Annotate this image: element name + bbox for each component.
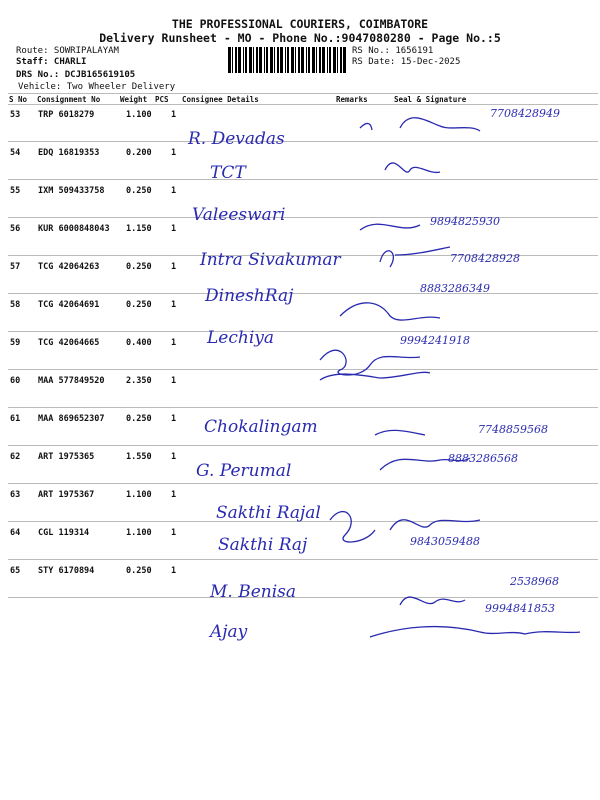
- vehicle-label: Vehicle: Two Wheeler Delivery: [18, 82, 176, 92]
- row-sno: 64: [10, 528, 21, 538]
- col-pcs: PCS: [155, 95, 169, 104]
- table-row: [0, 562, 600, 600]
- row-divider: [8, 217, 598, 218]
- table-row: [0, 144, 600, 182]
- row-consignment: MAA 577849520: [38, 376, 105, 386]
- table-row: [0, 334, 600, 372]
- row-sno: 53: [10, 110, 21, 120]
- row-weight: 0.250: [126, 186, 152, 196]
- row-divider: [8, 141, 598, 142]
- row-sno: 54: [10, 148, 21, 158]
- row-consignment: IXM 509433758: [38, 186, 105, 196]
- row-sno: 60: [10, 376, 21, 386]
- table-row: [0, 182, 600, 220]
- row-consignment: KUR 6000848043: [38, 224, 110, 234]
- row-consignment: TRP 6018279: [38, 110, 95, 120]
- row-pcs: 1: [171, 186, 177, 196]
- row-pcs: 1: [171, 452, 177, 462]
- consignee-hw: Valeeswari: [192, 205, 286, 225]
- phone-hw: 2538968: [510, 575, 559, 588]
- signature-squiggle: [370, 627, 580, 637]
- row-pcs: 1: [171, 224, 177, 234]
- row-consignment: CGL 119314: [38, 528, 90, 538]
- row-divider: [8, 369, 598, 370]
- row-sno: 55: [10, 186, 21, 196]
- row-consignment: MAA 869652307: [38, 414, 105, 424]
- table-row: [0, 106, 600, 144]
- row-pcs: 1: [171, 376, 177, 386]
- row-weight: 0.200: [126, 148, 152, 158]
- row-consignment: ART 1975367: [38, 490, 95, 500]
- col-consignment: Consignment No: [37, 95, 101, 104]
- row-sno: 63: [10, 490, 21, 500]
- row-pcs: 1: [171, 414, 177, 424]
- runsheet-subtitle: Delivery Runsheet - MO - Phone No.:9047080280 - Page No.:5: [99, 31, 501, 45]
- col-seal: Seal & Signature: [394, 95, 467, 104]
- runsheet-title: THE PROFESSIONAL COURIERS, COIMBATORE: [171, 17, 429, 31]
- consignee-hw: G. Perumal: [196, 461, 292, 481]
- row-weight: 0.400: [126, 338, 152, 348]
- row-consignment: TCG 42064665: [38, 338, 100, 348]
- header-rule: [8, 93, 598, 94]
- phone-hw: 8883286568: [448, 452, 518, 465]
- consignee-hw: Sakthi Raj: [218, 535, 308, 555]
- row-divider: [8, 407, 598, 408]
- phone-hw: 9894825930: [430, 215, 500, 228]
- phone-hw: 7748859568: [478, 423, 548, 436]
- table-row: [0, 410, 600, 448]
- row-divider: [8, 255, 598, 256]
- row-pcs: 1: [171, 262, 177, 272]
- row-weight: 1.550: [126, 452, 152, 462]
- row-pcs: 1: [171, 338, 177, 348]
- row-divider: [8, 293, 598, 294]
- consignee-hw: TCT: [210, 163, 246, 183]
- row-divider: [8, 597, 598, 598]
- route-label: Route: SOWRIPALAYAM: [16, 46, 119, 56]
- row-sno: 56: [10, 224, 21, 234]
- phone-hw: 9843059488: [410, 535, 480, 548]
- row-pcs: 1: [171, 300, 177, 310]
- table-row: [0, 524, 600, 562]
- row-consignment: STY 6170894: [38, 566, 95, 576]
- col-weight: Weight: [120, 95, 148, 104]
- rs-number: RS No.: 1656191: [352, 46, 434, 56]
- row-weight: 1.100: [126, 490, 152, 500]
- phone-hw: 7708428928: [450, 252, 520, 265]
- table-row: [0, 486, 600, 524]
- drs-number: DRS No.: DCJB165619105: [16, 70, 136, 80]
- row-weight: 1.100: [126, 528, 152, 538]
- consignee-hw: Lechiya: [207, 328, 274, 348]
- row-weight: 0.250: [126, 414, 152, 424]
- row-consignment: TCG 42064263: [38, 262, 100, 272]
- table-row: [0, 220, 600, 258]
- consignee-hw: M. Benisa: [210, 582, 297, 602]
- row-weight: 0.250: [126, 566, 152, 576]
- row-weight: 0.250: [126, 262, 152, 272]
- row-pcs: 1: [171, 566, 177, 576]
- row-divider: [8, 483, 598, 484]
- barcode-image: [228, 47, 346, 73]
- col-sno: S No: [9, 95, 28, 104]
- row-divider: [8, 521, 598, 522]
- staff-label: Staff: CHARLI: [16, 57, 87, 67]
- table-row: [0, 296, 600, 334]
- consignee-hw: DineshRaj: [205, 286, 294, 306]
- row-weight: 0.250: [126, 300, 152, 310]
- row-weight: 2.350: [126, 376, 152, 386]
- row-consignment: EDQ 16819353: [38, 148, 100, 158]
- row-divider: [8, 445, 598, 446]
- phone-hw: 9994241918: [400, 334, 470, 347]
- phone-hw: 8883286349: [420, 282, 490, 295]
- col-consignee: Consignee Details: [182, 95, 259, 104]
- table-row: [0, 258, 600, 296]
- row-pcs: 1: [171, 148, 177, 158]
- row-sno: 65: [10, 566, 21, 576]
- row-sno: 59: [10, 338, 21, 348]
- phone-hw: 9994841853: [485, 602, 555, 615]
- row-pcs: 1: [171, 490, 177, 500]
- row-divider: [8, 179, 598, 180]
- row-weight: 1.100: [126, 110, 152, 120]
- col-remarks: Remarks: [336, 95, 368, 104]
- consignee-hw: Chokalingam: [204, 417, 318, 437]
- header-rule-bottom: [8, 104, 598, 105]
- rs-date: RS Date: 15-Dec-2025: [352, 57, 461, 67]
- table-row: [0, 372, 600, 410]
- table-row: [0, 448, 600, 486]
- consignee-hw: Sakthi Rajal: [216, 503, 321, 523]
- row-divider: [8, 331, 598, 332]
- row-pcs: 1: [171, 528, 177, 538]
- row-sno: 58: [10, 300, 21, 310]
- row-pcs: 1: [171, 110, 177, 120]
- row-consignment: TCG 42064691: [38, 300, 100, 310]
- row-weight: 1.150: [126, 224, 152, 234]
- consignee-hw: Ajay: [210, 622, 248, 642]
- row-sno: 62: [10, 452, 21, 462]
- row-sno: 57: [10, 262, 21, 272]
- consignee-hw: R. Devadas: [188, 129, 285, 149]
- phone-hw: 7708428949: [490, 107, 560, 120]
- row-divider: [8, 559, 598, 560]
- row-sno: 61: [10, 414, 21, 424]
- row-consignment: ART 1975365: [38, 452, 95, 462]
- consignee-hw: Intra Sivakumar: [200, 250, 341, 270]
